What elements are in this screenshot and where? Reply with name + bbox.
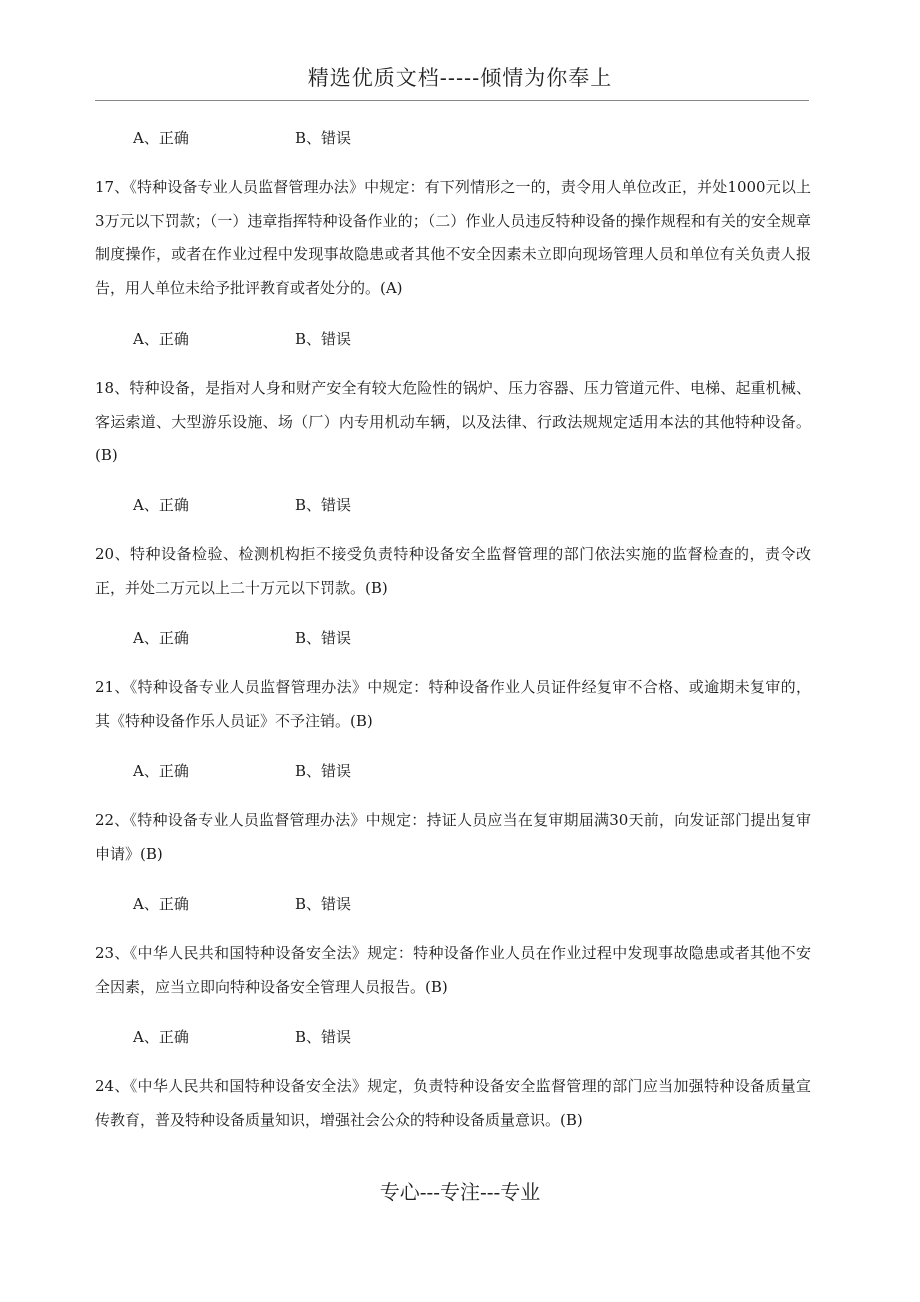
- option-a-correct: A、正确: [133, 629, 189, 647]
- answer-options: [133, 893, 351, 915]
- question-18: 18、特种设备，是指对人身和财产安全有较大危险性的锅炉、压力容器、压力管道元件、电梯、起重机械、客运索道、大型游乐设施、场（厂）内专用机动车辆，以及法律、行政法规规定适用本法的其他特种设备。(B): [95, 379, 811, 464]
- option-b-wrong: B、错误: [295, 496, 352, 514]
- option-a-correct: A、正确: [133, 330, 189, 348]
- option-a-correct: A、正确: [133, 895, 189, 913]
- option-b-wrong: B、错误: [295, 129, 352, 147]
- header-divider: [95, 100, 809, 101]
- page-footer: 专心---专注---专业: [379, 1180, 541, 1204]
- option-b-wrong: B、错误: [295, 1028, 352, 1046]
- answer-options: [133, 328, 351, 350]
- option-a-correct: A、正确: [133, 1028, 189, 1046]
- option-b-wrong: B、错误: [295, 762, 352, 780]
- question-17: 17、《特种设备专业人员监督管理办法》中规定：有下列情形之一的，责令用人单位改正，并处1000元以上3万元以下罚款；（一）违章指挥特种设备作业的；（二）作业人员违反特种设备的操作规程和有关的安全规章制度操作，或者在作业过程中发现事故隐患或者其他不安全因素未立即向现场管理人员和单位有关负责人报告，用人单位未给予批评教育或者处分的。(A): [95, 178, 811, 297]
- option-b-wrong: B、错误: [295, 629, 352, 647]
- question-24: 24、《中华人民共和国特种设备安全法》规定，负责特种设备安全监督管理的部门应当加强特种设备质量宣传教育，普及特种设备质量知识，增强社会公众的特种设备质量意识。(B): [95, 1077, 811, 1129]
- option-b-wrong: B、错误: [295, 895, 352, 913]
- option-b-wrong: B、错误: [295, 330, 352, 348]
- question-23: 23、《中华人民共和国特种设备安全法》规定：特种设备作业人员在作业过程中发现事故隐患或者其他不安全因素，应当立即向特种设备安全管理人员报告。(B): [95, 944, 811, 996]
- option-a-correct: A、正确: [133, 496, 189, 514]
- answer-options: [133, 127, 351, 149]
- option-a-correct: A、正确: [133, 762, 189, 780]
- page-header-title: 精选优质文档-----倾情为你奉上: [307, 66, 613, 90]
- question-20: 20、特种设备检验、检测机构拒不接受负责特种设备安全监督管理的部门依法实施的监督检查的，责令改正，并处二万元以上二十万元以下罚款。(B): [95, 545, 811, 597]
- question-21: 21、《特种设备专业人员监督管理办法》中规定：特种设备作业人员证件经复审不合格、或逾期未复审的，其《特种设备作乐人员证》不予注销。(B): [95, 678, 811, 730]
- question-22: 22、《特种设备专业人员监督管理办法》中规定：持证人员应当在复审期届满30天前，向发证部门提出复审申请》(B): [95, 811, 811, 863]
- answer-options: [133, 760, 351, 782]
- option-a-correct: A、正确: [133, 129, 189, 147]
- answer-options: [133, 494, 351, 516]
- answer-options: [133, 627, 351, 649]
- answer-options: [133, 1026, 351, 1048]
